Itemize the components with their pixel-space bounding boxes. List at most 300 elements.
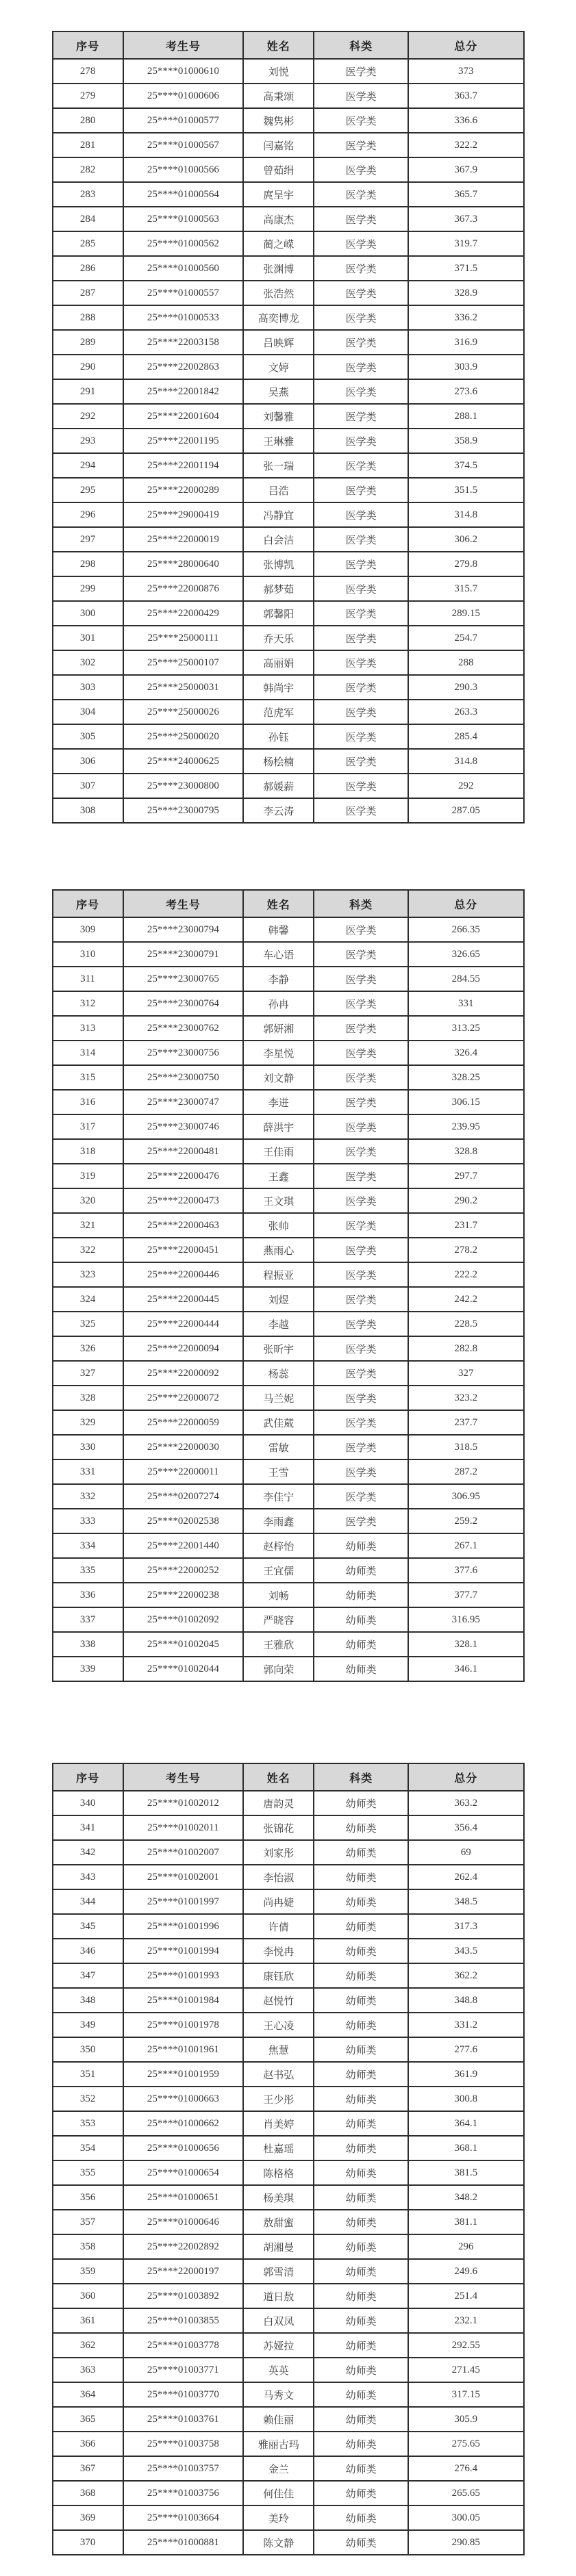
cell-category: 幼师类 — [314, 2160, 408, 2185]
table-row — [53, 1558, 524, 1583]
table-row — [53, 502, 524, 527]
table-row — [53, 749, 524, 774]
cell-name: 英英 — [243, 2358, 314, 2382]
cell-name: 杨美琪 — [243, 2185, 314, 2210]
table-row — [53, 1361, 524, 1386]
table-row — [53, 2259, 524, 2284]
cell-name: 李云涛 — [243, 798, 314, 823]
cell-category: 医学类 — [314, 601, 408, 626]
table-header-row — [53, 1763, 524, 1791]
cell-serial: 301 — [53, 626, 123, 650]
cell-candidate-no: 25****01002011 — [123, 1815, 243, 1840]
table-row — [53, 453, 524, 478]
cell-score: 323.2 — [408, 1386, 524, 1410]
cell-name: 陈格格 — [243, 2160, 314, 2185]
cell-candidate-no: 25****01000577 — [123, 108, 243, 133]
cell-serial: 336 — [53, 1583, 123, 1607]
cell-candidate-no: 25****01003778 — [123, 2333, 243, 2358]
cell-score: 358.9 — [408, 429, 524, 453]
table-row — [53, 1238, 524, 1262]
cell-candidate-no: 25****23000746 — [123, 1114, 243, 1139]
cell-category: 幼师类 — [314, 1988, 408, 2013]
cell-category: 医学类 — [314, 502, 408, 527]
cell-candidate-no: 25****22000197 — [123, 2259, 243, 2284]
cell-name: 许倩 — [243, 1914, 314, 1939]
cell-category: 医学类 — [314, 1410, 408, 1435]
cell-score: 287.2 — [408, 1459, 524, 1484]
cell-category: 幼师类 — [314, 1632, 408, 1657]
cell-category: 幼师类 — [314, 2111, 408, 2136]
cell-score: 288.1 — [408, 404, 524, 429]
cell-name: 何佳佳 — [243, 2481, 314, 2505]
cell-candidate-no: 25****22001842 — [123, 379, 243, 404]
cell-category: 医学类 — [314, 404, 408, 429]
cell-score: 362.2 — [408, 1963, 524, 1988]
cell-category: 医学类 — [314, 256, 408, 281]
cell-serial: 321 — [53, 1213, 123, 1238]
table-row — [53, 917, 524, 942]
cell-category: 医学类 — [314, 84, 408, 108]
cell-name: 杨蕊 — [243, 1361, 314, 1386]
cell-name: 胡湘曼 — [243, 2234, 314, 2259]
cell-name: 武佳葳 — [243, 1410, 314, 1435]
cell-category: 幼师类 — [314, 2432, 408, 2456]
cell-category: 医学类 — [314, 1386, 408, 1410]
cell-score: 336.2 — [408, 305, 524, 330]
cell-serial: 297 — [53, 527, 123, 552]
table-row — [53, 2407, 524, 2432]
cell-score: 231.7 — [408, 1213, 524, 1238]
cell-name: 刘悦 — [243, 59, 314, 84]
cell-category: 医学类 — [314, 942, 408, 967]
cell-serial: 333 — [53, 1509, 123, 1533]
cell-candidate-no: 25****01003757 — [123, 2456, 243, 2481]
cell-category: 医学类 — [314, 552, 408, 576]
cell-category: 幼师类 — [314, 1607, 408, 1632]
table-row — [53, 2234, 524, 2259]
table-row — [53, 724, 524, 749]
cell-score: 300.05 — [408, 2505, 524, 2530]
cell-name: 魏隽彬 — [243, 108, 314, 133]
cell-serial: 329 — [53, 1410, 123, 1435]
cell-candidate-no: 25****23000765 — [123, 967, 243, 991]
cell-candidate-no: 25****01003892 — [123, 2284, 243, 2308]
cell-name: 马兰妮 — [243, 1386, 314, 1410]
cell-score: 318.5 — [408, 1435, 524, 1459]
cell-score: 271.45 — [408, 2358, 524, 2382]
cell-candidate-no: 25****01001961 — [123, 2037, 243, 2062]
cell-category: 医学类 — [314, 157, 408, 182]
cell-serial: 353 — [53, 2111, 123, 2136]
table-row — [53, 1914, 524, 1939]
cell-serial: 351 — [53, 2062, 123, 2087]
cell-score: 275.65 — [408, 2432, 524, 2456]
cell-category: 医学类 — [314, 1213, 408, 1238]
table-row — [53, 1889, 524, 1914]
cell-name: 文婷 — [243, 355, 314, 379]
table-row — [53, 330, 524, 355]
cell-name: 吕浩 — [243, 478, 314, 502]
table-row — [53, 967, 524, 991]
cell-serial: 281 — [53, 133, 123, 157]
cell-candidate-no: 25****01003664 — [123, 2505, 243, 2530]
column-header-candidate-no: 考生号 — [123, 31, 243, 59]
cell-score: 348.2 — [408, 2185, 524, 2210]
cell-category: 医学类 — [314, 1139, 408, 1164]
cell-candidate-no: 25****25000111 — [123, 626, 243, 650]
cell-category: 医学类 — [314, 281, 408, 305]
cell-category: 幼师类 — [314, 1865, 408, 1889]
table-row — [53, 429, 524, 453]
cell-serial: 349 — [53, 2013, 123, 2037]
cell-candidate-no: 25****22000289 — [123, 478, 243, 502]
cell-serial: 289 — [53, 330, 123, 355]
cell-category: 医学类 — [314, 478, 408, 502]
cell-name: 王心凌 — [243, 2013, 314, 2037]
cell-score: 373 — [408, 59, 524, 84]
cell-serial: 304 — [53, 700, 123, 724]
cell-category: 幼师类 — [314, 2382, 408, 2407]
table-row — [53, 1188, 524, 1213]
cell-serial: 313 — [53, 1016, 123, 1041]
table-row — [53, 1963, 524, 1988]
table-row — [53, 1041, 524, 1065]
cell-serial: 367 — [53, 2456, 123, 2481]
cell-candidate-no: 25****22000429 — [123, 601, 243, 626]
cell-name: 李佳宁 — [243, 1484, 314, 1509]
cell-serial: 316 — [53, 1090, 123, 1114]
cell-category: 幼师类 — [314, 2308, 408, 2333]
cell-category: 医学类 — [314, 675, 408, 700]
cell-candidate-no: 25****23000794 — [123, 917, 243, 942]
cell-category: 医学类 — [314, 133, 408, 157]
cell-score: 363.7 — [408, 84, 524, 108]
table-row — [53, 1509, 524, 1533]
column-header-name: 姓名 — [243, 890, 314, 917]
cell-category: 医学类 — [314, 1065, 408, 1090]
cell-name: 郭雪清 — [243, 2259, 314, 2284]
cell-category: 幼师类 — [314, 2358, 408, 2382]
cell-candidate-no: 25****28000640 — [123, 552, 243, 576]
cell-serial: 368 — [53, 2481, 123, 2505]
cell-serial: 360 — [53, 2284, 123, 2308]
cell-serial: 291 — [53, 379, 123, 404]
cell-name: 杜嘉瑶 — [243, 2136, 314, 2160]
table-row — [53, 1336, 524, 1361]
cell-score: 251.4 — [408, 2284, 524, 2308]
table-row — [53, 59, 524, 84]
cell-score: 343.5 — [408, 1939, 524, 1963]
cell-candidate-no: 25****01001994 — [123, 1939, 243, 1963]
table-row — [53, 626, 524, 650]
table-header-row — [53, 890, 524, 917]
cell-score: 305.9 — [408, 2407, 524, 2432]
cell-name: 刘馨雅 — [243, 404, 314, 429]
cell-category: 医学类 — [314, 429, 408, 453]
cell-name: 李雨鑫 — [243, 1509, 314, 1533]
column-header-total-score: 总分 — [408, 31, 524, 59]
cell-name: 郝媛薪 — [243, 774, 314, 798]
cell-serial: 324 — [53, 1287, 123, 1312]
cell-serial: 282 — [53, 157, 123, 182]
cell-serial: 287 — [53, 281, 123, 305]
cell-name: 闫嘉铭 — [243, 133, 314, 157]
cell-serial: 278 — [53, 59, 123, 84]
cell-candidate-no: 25****01003761 — [123, 2407, 243, 2432]
cell-candidate-no: 25****24000625 — [123, 749, 243, 774]
cell-score: 367.9 — [408, 157, 524, 182]
table-row — [53, 2062, 524, 2087]
cell-serial: 311 — [53, 967, 123, 991]
table-row — [53, 2185, 524, 2210]
table-row — [53, 2333, 524, 2358]
cell-category: 幼师类 — [314, 2185, 408, 2210]
cell-candidate-no: 25****01001997 — [123, 1889, 243, 1914]
column-header-candidate-no: 考生号 — [123, 1763, 243, 1791]
cell-category: 幼师类 — [314, 2333, 408, 2358]
column-header-name: 姓名 — [243, 1763, 314, 1791]
cell-category: 医学类 — [314, 749, 408, 774]
cell-name: 范虎军 — [243, 700, 314, 724]
cell-candidate-no: 25****01000663 — [123, 2087, 243, 2111]
cell-score: 292.55 — [408, 2333, 524, 2358]
cell-candidate-no: 25****25000107 — [123, 650, 243, 675]
cell-score: 328.8 — [408, 1139, 524, 1164]
cell-serial: 332 — [53, 1484, 123, 1509]
cell-name: 李静 — [243, 967, 314, 991]
cell-candidate-no: 25****01001993 — [123, 1963, 243, 1988]
cell-category: 医学类 — [314, 700, 408, 724]
cell-name: 刘文静 — [243, 1065, 314, 1090]
cell-serial: 346 — [53, 1939, 123, 1963]
table-row — [53, 281, 524, 305]
cell-candidate-no: 25****02002538 — [123, 1509, 243, 1533]
cell-serial: 359 — [53, 2259, 123, 2284]
cell-candidate-no: 25****22000476 — [123, 1164, 243, 1188]
cell-serial: 354 — [53, 2136, 123, 2160]
column-header-name: 姓名 — [243, 31, 314, 59]
cell-candidate-no: 25****01001996 — [123, 1914, 243, 1939]
cell-serial: 283 — [53, 182, 123, 207]
cell-name: 韩尚宇 — [243, 675, 314, 700]
cell-score: 306.95 — [408, 1484, 524, 1509]
cell-name: 王少彤 — [243, 2087, 314, 2111]
cell-name: 焦慧 — [243, 2037, 314, 2062]
cell-name: 金兰 — [243, 2456, 314, 2481]
table-row — [53, 1840, 524, 1865]
cell-category: 幼师类 — [314, 1583, 408, 1607]
cell-score: 300.8 — [408, 2087, 524, 2111]
cell-serial: 309 — [53, 917, 123, 942]
cell-category: 医学类 — [314, 798, 408, 823]
cell-category: 医学类 — [314, 774, 408, 798]
cell-name: 道日敖 — [243, 2284, 314, 2308]
cell-name: 韩馨 — [243, 917, 314, 942]
cell-serial: 335 — [53, 1558, 123, 1583]
table-row — [53, 1533, 524, 1558]
cell-category: 医学类 — [314, 917, 408, 942]
cell-category: 医学类 — [314, 991, 408, 1016]
cell-serial: 302 — [53, 650, 123, 675]
cell-score: 222.2 — [408, 1262, 524, 1287]
table-row — [53, 1114, 524, 1139]
cell-serial: 292 — [53, 404, 123, 429]
cell-name: 高丽娟 — [243, 650, 314, 675]
cell-name: 刘煜 — [243, 1287, 314, 1312]
cell-category: 幼师类 — [314, 2210, 408, 2234]
table-row — [53, 2456, 524, 2481]
cell-name: 庹呈宇 — [243, 182, 314, 207]
cell-candidate-no: 25****22000473 — [123, 1188, 243, 1213]
cell-name: 张帅 — [243, 1213, 314, 1238]
cell-name: 李星悦 — [243, 1041, 314, 1065]
cell-category: 医学类 — [314, 1287, 408, 1312]
cell-candidate-no: 25****01002001 — [123, 1865, 243, 1889]
cell-serial: 319 — [53, 1164, 123, 1188]
table-row — [53, 2358, 524, 2382]
table-row — [53, 2111, 524, 2136]
table-row — [53, 1459, 524, 1484]
cell-candidate-no: 25****22001604 — [123, 404, 243, 429]
cell-candidate-no: 25****23000762 — [123, 1016, 243, 1041]
cell-candidate-no: 25****22001194 — [123, 453, 243, 478]
cell-candidate-no: 25****01000533 — [123, 305, 243, 330]
cell-candidate-no: 25****01000610 — [123, 59, 243, 84]
table-row — [53, 2432, 524, 2456]
cell-serial: 331 — [53, 1459, 123, 1484]
cell-category: 幼师类 — [314, 1939, 408, 1963]
cell-candidate-no: 25****23000756 — [123, 1041, 243, 1065]
cell-candidate-no: 25****22000876 — [123, 576, 243, 601]
cell-name: 赵梓怡 — [243, 1533, 314, 1558]
cell-candidate-no: 25****01000563 — [123, 207, 243, 231]
table-row — [53, 84, 524, 108]
table-row — [53, 700, 524, 724]
cell-name: 高奕博龙 — [243, 305, 314, 330]
cell-candidate-no: 25****01000564 — [123, 182, 243, 207]
column-header-serial: 序号 — [53, 31, 123, 59]
cell-candidate-no: 25****22000094 — [123, 1336, 243, 1361]
cell-candidate-no: 25****01003770 — [123, 2382, 243, 2407]
cell-category: 幼师类 — [314, 2407, 408, 2432]
cell-candidate-no: 25****02007274 — [123, 1484, 243, 1509]
cell-candidate-no: 25****25000026 — [123, 700, 243, 724]
table-row — [53, 2382, 524, 2407]
cell-score: 262.4 — [408, 1865, 524, 1889]
table-row — [53, 1607, 524, 1632]
cell-score: 315.7 — [408, 576, 524, 601]
cell-name: 雷敏 — [243, 1435, 314, 1459]
cell-serial: 308 — [53, 798, 123, 823]
cell-name: 李越 — [243, 1312, 314, 1336]
cell-serial: 286 — [53, 256, 123, 281]
cell-score: 254.7 — [408, 626, 524, 650]
cell-name: 薛洪宇 — [243, 1114, 314, 1139]
cell-score: 303.9 — [408, 355, 524, 379]
table-row — [53, 1815, 524, 1840]
cell-score: 267.1 — [408, 1533, 524, 1558]
cell-name: 敖甜蜜 — [243, 2210, 314, 2234]
cell-name: 严晓容 — [243, 1607, 314, 1632]
cell-category: 医学类 — [314, 355, 408, 379]
cell-score: 351.5 — [408, 478, 524, 502]
cell-category: 医学类 — [314, 1041, 408, 1065]
cell-serial: 345 — [53, 1914, 123, 1939]
cell-name: 康钰欣 — [243, 1963, 314, 1988]
table-row — [53, 2136, 524, 2160]
table-row — [53, 798, 524, 823]
cell-serial: 356 — [53, 2185, 123, 2210]
cell-score: 368.1 — [408, 2136, 524, 2160]
cell-serial: 337 — [53, 1607, 123, 1632]
score-table-2 — [52, 889, 525, 1682]
cell-score: 319.7 — [408, 231, 524, 256]
cell-candidate-no: 25****22001195 — [123, 429, 243, 453]
cell-category: 医学类 — [314, 626, 408, 650]
table-row — [53, 2505, 524, 2530]
table-row — [53, 1435, 524, 1459]
column-header-total-score: 总分 — [408, 1763, 524, 1791]
cell-serial: 327 — [53, 1361, 123, 1386]
cell-name: 车心语 — [243, 942, 314, 967]
cell-serial: 318 — [53, 1139, 123, 1164]
cell-score: 277.6 — [408, 2037, 524, 2062]
cell-serial: 358 — [53, 2234, 123, 2259]
cell-candidate-no: 25****22001440 — [123, 1533, 243, 1558]
cell-score: 314.8 — [408, 502, 524, 527]
table-row — [53, 1386, 524, 1410]
cell-name: 赵悦竹 — [243, 1988, 314, 2013]
cell-serial: 303 — [53, 675, 123, 700]
cell-name: 赖佳丽 — [243, 2407, 314, 2432]
table-row — [53, 1865, 524, 1889]
table-row — [53, 182, 524, 207]
table-row — [53, 2210, 524, 2234]
cell-name: 肖美婷 — [243, 2111, 314, 2136]
cell-candidate-no: 25****01000662 — [123, 2111, 243, 2136]
cell-candidate-no: 25****01002007 — [123, 1840, 243, 1865]
cell-serial: 280 — [53, 108, 123, 133]
cell-category: 幼师类 — [314, 1791, 408, 1815]
cell-name: 乔天乐 — [243, 626, 314, 650]
cell-candidate-no: 25****25000031 — [123, 675, 243, 700]
table-row — [53, 675, 524, 700]
cell-candidate-no: 25****22000092 — [123, 1361, 243, 1386]
cell-name: 美玲 — [243, 2505, 314, 2530]
cell-candidate-no: 25****22000446 — [123, 1262, 243, 1287]
cell-category: 医学类 — [314, 1484, 408, 1509]
cell-name: 李怡淑 — [243, 1865, 314, 1889]
cell-score: 313.25 — [408, 1016, 524, 1041]
cell-serial: 347 — [53, 1963, 123, 1988]
cell-category: 幼师类 — [314, 1963, 408, 1988]
cell-serial: 315 — [53, 1065, 123, 1090]
cell-score: 296 — [408, 2234, 524, 2259]
table-row — [53, 2087, 524, 2111]
cell-score: 316.9 — [408, 330, 524, 355]
table-row — [53, 1164, 524, 1188]
cell-candidate-no: 25****22002892 — [123, 2234, 243, 2259]
cell-category: 幼师类 — [314, 2505, 408, 2530]
cell-score: 289.15 — [408, 601, 524, 626]
cell-name: 王雅欣 — [243, 1632, 314, 1657]
cell-serial: 350 — [53, 2037, 123, 2062]
table-row — [53, 108, 524, 133]
cell-name: 唐韵灵 — [243, 1791, 314, 1815]
table-row — [53, 1410, 524, 1435]
cell-score: 290.85 — [408, 2530, 524, 2555]
cell-serial: 296 — [53, 502, 123, 527]
